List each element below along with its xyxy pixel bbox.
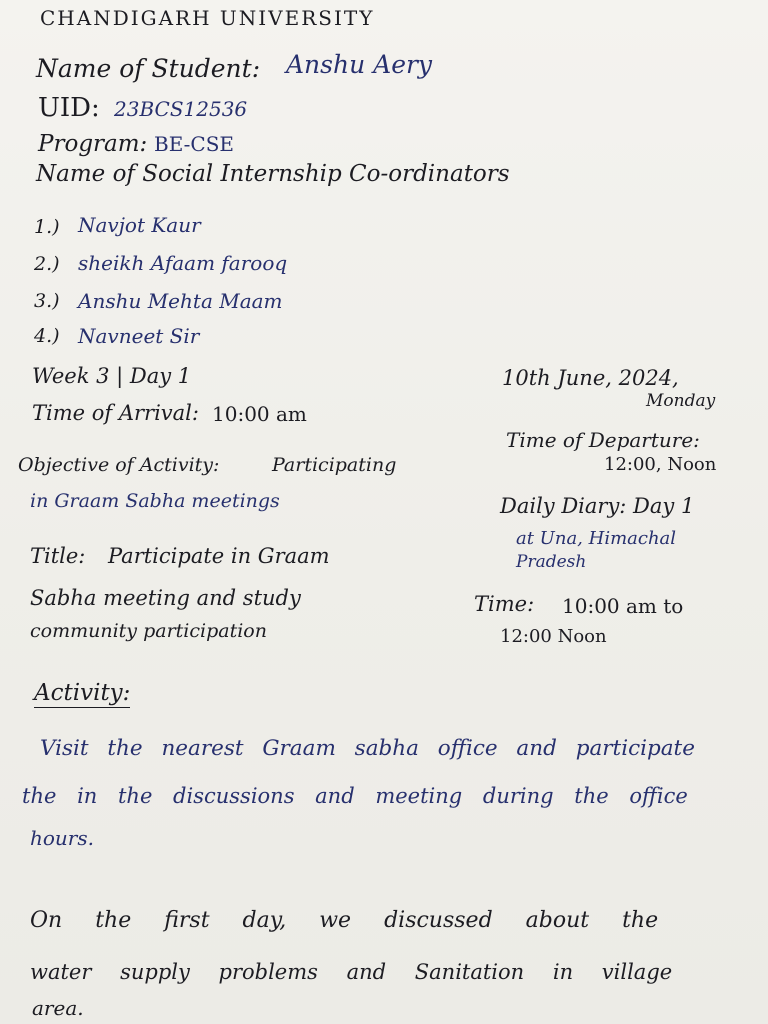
diary-line-2: at Una, Himachal <box>516 528 677 549</box>
coordinator-2-name: sheikh Afaam farooq <box>78 251 288 275</box>
title-line-1: Participate in Graam <box>108 544 330 568</box>
activity-para-2-line-1: On the first day, we discussed about the <box>30 908 659 933</box>
departure-value: 12:00, Noon <box>604 454 717 475</box>
student-name: Anshu Aery <box>286 50 433 79</box>
activity-para-2-line-3: area. <box>32 996 84 1020</box>
diary-line-1: Daily Diary: Day 1 <box>500 494 695 518</box>
diary-time-label: Time: <box>474 592 535 616</box>
activity-para-2-line-2: water supply problems and Sanitation in village <box>30 960 673 984</box>
week-day: Week 3 | Day 1 <box>32 364 192 388</box>
entry-weekday: Monday <box>646 391 716 411</box>
entry-date: 10th June, 2024, <box>502 366 679 390</box>
activity-para-1-line-1: Visit the nearest Graam sabha office and participate <box>40 736 695 761</box>
arrival-value: 10:00 am <box>212 402 307 426</box>
uid-label: UID: <box>38 93 100 123</box>
uid-value: 23BCS12536 <box>114 97 248 121</box>
coordinator-3-number: 3.) <box>34 290 60 312</box>
activity-para-1-line-2: the in the discussions and meeting during the office <box>22 784 688 808</box>
arrival-label: Time of Arrival: <box>32 401 199 425</box>
program-value: BE-CSE <box>154 132 235 156</box>
title-line-3: community participation <box>30 620 267 642</box>
objective-line-2: in Graam Sabha meetings <box>30 490 280 512</box>
departure-label: Time of Departure: <box>506 428 700 452</box>
program-label: Program: <box>38 131 148 157</box>
coordinator-1-number: 1.) <box>34 216 60 238</box>
coordinator-1-name: Navjot Kaur <box>78 213 201 237</box>
objective-line-1: Participating <box>272 454 397 476</box>
coordinator-4-name: Navneet Sir <box>78 324 200 348</box>
title-line-2: Sabha meeting and study <box>30 586 301 610</box>
coordinator-4-number: 4.) <box>34 325 60 347</box>
student-label: Name of Student: <box>36 54 261 83</box>
diary-time-end: 12:00 Noon <box>500 626 607 647</box>
coordinators-label: Name of Social Internship Co-ordinators <box>36 161 510 187</box>
diary-time-value: 10:00 am to <box>562 594 684 618</box>
objective-label: Objective of Activity: <box>18 454 220 476</box>
activity-heading: Activity: <box>34 680 131 706</box>
title-label: Title: <box>30 544 86 568</box>
coordinator-3-name: Anshu Mehta Maam <box>78 289 283 313</box>
diary-line-3: Pradesh <box>516 552 587 572</box>
coordinator-2-number: 2.) <box>34 253 60 275</box>
activity-para-1-line-3: hours. <box>30 826 94 850</box>
university-name: CHANDIGARH UNIVERSITY <box>40 6 375 30</box>
